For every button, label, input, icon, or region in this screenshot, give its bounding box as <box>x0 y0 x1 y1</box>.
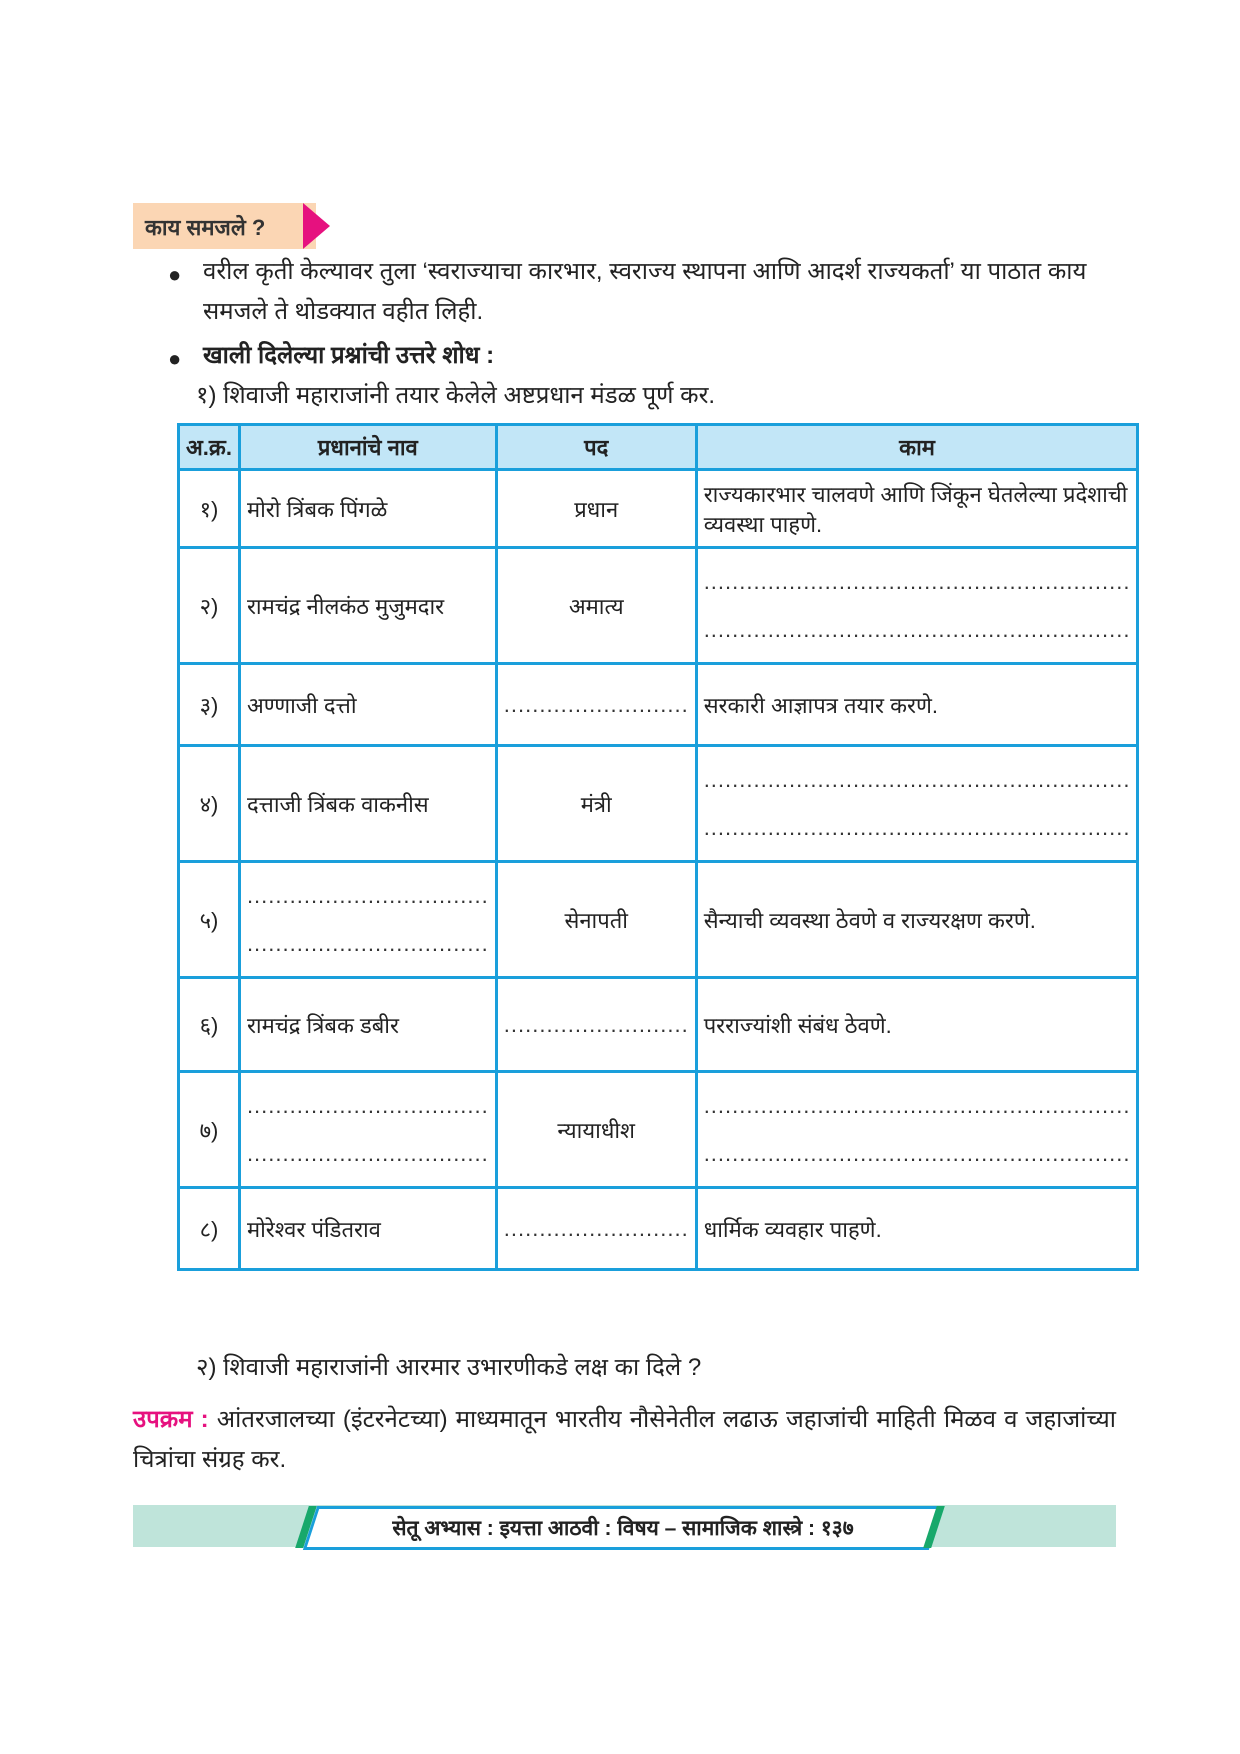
post-cell <box>496 862 696 978</box>
table-row <box>179 862 1138 978</box>
header-name: प्रधानांचे नाव <box>239 425 496 470</box>
footer-text: सेतू अभ्यास : इयत्ता आठवी : विषय – सामाजिक शास्त्रे : १३७ <box>392 1517 854 1540</box>
post: .......................... <box>503 691 689 717</box>
work-cell <box>696 1188 1138 1270</box>
work-cell <box>696 548 1138 664</box>
row-number: ३) <box>199 692 219 718</box>
minister-name: मोरो त्रिंबक पिंगळे <box>246 496 388 522</box>
question-1: १) शिवाजी महाराजांनी तयार केलेले अष्टप्रधान मंडळ पूर्ण कर. <box>196 382 716 409</box>
activity-text: आंतरजालच्या (इंटरनेटच्या) माध्यमातून भारतीय नौसेनेतील लढाऊ जहाजांची माहिती मिळव व जहाजांच्या चित्रांचा संग्रह कर. <box>133 1406 1116 1473</box>
question-2: २) शिवाजी महाराजांनी आरमार उभारणीकडे लक्ष का दिले ? <box>196 1354 702 1381</box>
table-row <box>179 470 1138 548</box>
minister-name-cell <box>239 1072 496 1188</box>
post: प्रधान <box>574 496 619 522</box>
row-number: ७) <box>199 1117 219 1143</box>
post-cell <box>496 1188 696 1270</box>
heading-arrow-icon <box>303 203 330 249</box>
post: .......................... <box>503 1011 689 1037</box>
row-number-cell <box>179 862 240 978</box>
table-row <box>179 1072 1138 1188</box>
minister-name-cell <box>239 548 496 664</box>
post-cell <box>496 664 696 746</box>
row-number: १) <box>199 496 219 522</box>
section-heading-box <box>133 203 316 249</box>
row-number: ५) <box>199 907 219 933</box>
post: अमात्य <box>568 593 624 619</box>
minister-name: दत्ताजी त्रिंबक वाकनीस <box>246 791 429 817</box>
row-number-cell <box>179 1072 240 1188</box>
section-heading: काय समजले ? <box>145 215 266 240</box>
minister-name-cell <box>239 664 496 746</box>
bullet-icon: ● <box>168 262 182 287</box>
row-number-cell <box>179 548 240 664</box>
post-cell <box>496 746 696 862</box>
post: न्यायाधीश <box>557 1117 636 1143</box>
bullet-text-2: खाली दिलेल्या प्रश्नांची उत्तरे शोध : <box>203 342 495 369</box>
row-number-cell <box>179 1188 240 1270</box>
post-cell <box>496 978 696 1072</box>
header-no: अ.क्र. <box>179 425 240 470</box>
header-work: काम <box>696 425 1138 470</box>
minister-name-cell <box>239 1188 496 1270</box>
table-row <box>179 746 1138 862</box>
minister-name-cell <box>239 978 496 1072</box>
row-number: ४) <box>199 791 219 817</box>
minister-name: मोरेश्वर पंडितराव <box>246 1216 381 1242</box>
work: ............................................................ ............................................................ <box>703 568 1131 642</box>
post-cell <box>496 548 696 664</box>
ashtapradhan-table <box>177 423 1139 1271</box>
table-row <box>179 978 1138 1072</box>
work-cell <box>696 978 1138 1072</box>
table-header-row <box>179 425 1138 470</box>
post: सेनापती <box>564 907 628 933</box>
table-row <box>179 1188 1138 1270</box>
minister-name: रामचंद्र त्रिंबक डबीर <box>246 1012 399 1038</box>
work-cell <box>696 862 1138 978</box>
work: ............................................................ ............................................................ <box>703 766 1131 840</box>
row-number: ८) <box>199 1216 219 1242</box>
minister-name: रामचंद्र नीलकंठ मुजुमदार <box>246 593 445 619</box>
work-cell <box>696 470 1138 548</box>
work: सरकारी आज्ञापत्र तयार करणे. <box>703 692 939 718</box>
post: मंत्री <box>580 791 612 817</box>
header-post: पद <box>496 425 696 470</box>
table-row <box>179 664 1138 746</box>
minister-name: .................................. .................................. <box>246 882 489 956</box>
row-number-cell <box>179 470 240 548</box>
work: धार्मिक व्यवहार पाहणे. <box>703 1216 882 1242</box>
minister-name: .................................. .................................. <box>246 1092 489 1166</box>
row-number-cell <box>179 664 240 746</box>
post-cell <box>496 470 696 548</box>
post-cell <box>496 1072 696 1188</box>
work-cell <box>696 664 1138 746</box>
row-number-cell <box>179 746 240 862</box>
post: .......................... <box>503 1215 689 1241</box>
work: राज्यकारभार चालवणे आणि जिंकून घेतलेल्या प्रदेशाची व्यवस्था पाहणे. <box>703 481 1128 537</box>
bullet-icon: ● <box>168 346 182 371</box>
minister-name-cell <box>239 470 496 548</box>
minister-name: अण्णाजी दत्तो <box>246 692 357 718</box>
bullet-text-1: वरील कृती केल्यावर तुला ‘स्वराज्याचा कारभार, स्वराज्य स्थापना आणि आदर्श राज्यकर्ता’ या पाठात काय समजले ते थोडक्यात वहीत लिही. <box>203 258 1087 325</box>
work: सैन्याची व्यवस्था ठेवणे व राज्यरक्षण करणे. <box>703 907 1036 933</box>
work-cell <box>696 1072 1138 1188</box>
activity-label: उपक्रम : <box>133 1406 209 1433</box>
row-number: ६) <box>199 1012 219 1038</box>
minister-name-cell <box>239 746 496 862</box>
work-cell <box>696 746 1138 862</box>
table-row <box>179 548 1138 664</box>
activity <box>133 1400 1116 1480</box>
row-number-cell <box>179 978 240 1072</box>
minister-name-cell <box>239 862 496 978</box>
work: परराज्यांशी संबंध ठेवणे. <box>703 1012 892 1038</box>
work: ............................................................ ............................................................ <box>703 1092 1131 1166</box>
row-number: २) <box>199 593 219 619</box>
